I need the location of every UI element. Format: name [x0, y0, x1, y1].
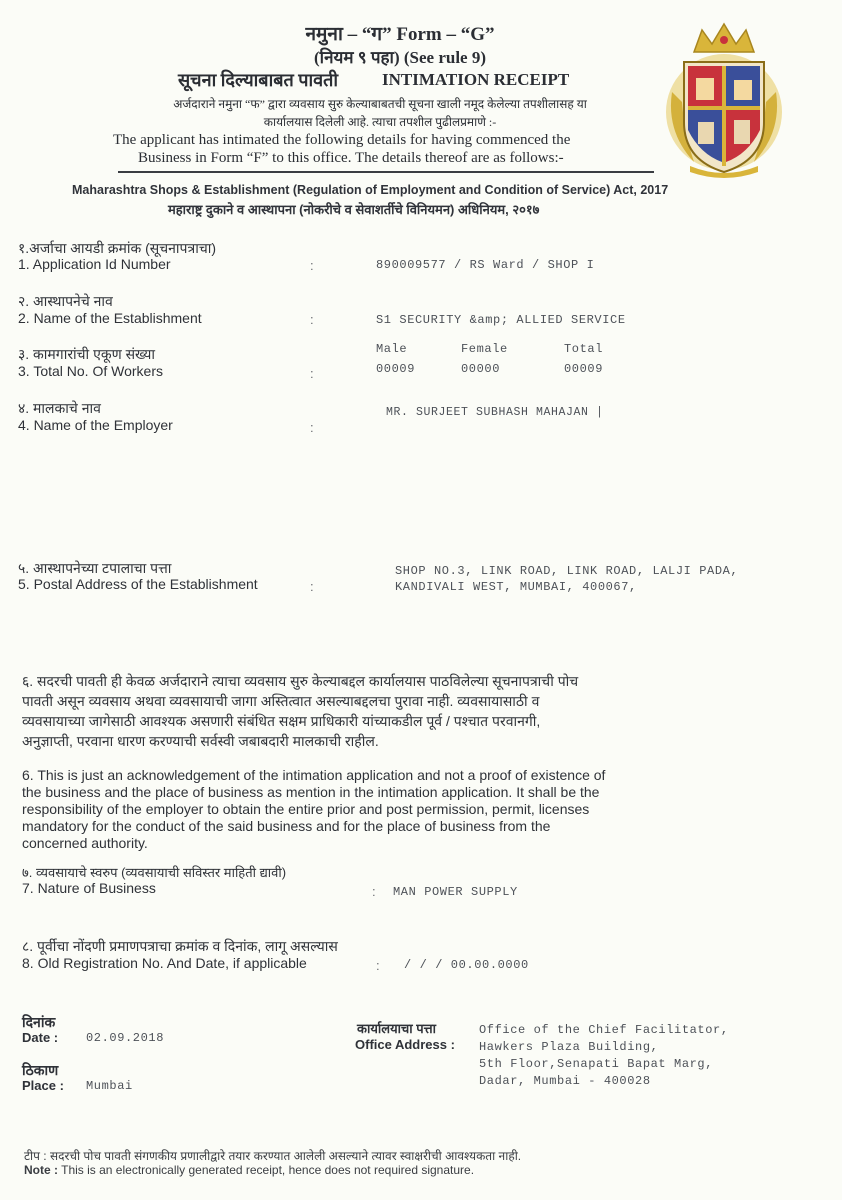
- para6-marathi-1: ६. सदरची पावती ही केवळ अर्जदाराने त्याचा व्यवसाय सुरु केल्याबद्दल कार्यालयास पाठविलेल्या सूचनापत्राची पोच: [22, 673, 579, 689]
- para6-english-4: mandatory for the conduct of the said business and for the place of business from the: [22, 818, 551, 834]
- field2-colon: :: [310, 312, 314, 327]
- intro-marathi-1: अर्जदाराने नमुना “फ” द्वारा व्यवसाय सुरु केल्याबाबतची सूचना खाली नमूद केलेल्या तपशीलासह या: [173, 97, 587, 111]
- field8-colon: :: [376, 958, 380, 973]
- old-registration-value: / / / 00.00.0000: [404, 958, 529, 972]
- field7-label-marathi: ७. व्यवसायाचे स्वरुप (व्यवसायाची सविस्तर माहिती द्यावी): [22, 865, 287, 880]
- intro-english-2: Business in Form “F” to this office. The details thereof are as follows:-: [138, 150, 564, 166]
- workers-total-label: Total: [564, 342, 604, 356]
- place-label-english: Place :: [22, 1078, 64, 1093]
- field4-colon: :: [310, 420, 314, 435]
- title-marathi: सूचना दिल्याबाबत पावती: [178, 70, 339, 90]
- office-address-line-1: Office of the Chief Facilitator,: [479, 1023, 729, 1037]
- workers-male-label: Male: [376, 342, 408, 356]
- field3-label-marathi: ३. कामगारांची एकूण संख्या: [18, 346, 155, 362]
- field5-label-marathi: ५. आस्थापनेच्या टपालाचा पत्ता: [18, 560, 172, 576]
- office-address-line-4: Dadar, Mumbai - 400028: [479, 1074, 651, 1088]
- field2-label-english: 2. Name of the Establishment: [18, 310, 202, 326]
- para6-english-2: the business and the place of business as mention in the intimation application. It shall be the: [22, 784, 600, 800]
- office-label-marathi: कार्यालयाचा पत्ता: [357, 1021, 436, 1036]
- field1-label-english: 1. Application Id Number: [18, 256, 171, 272]
- office-address-line-3: 5th Floor,Senapati Bapat Marg,: [479, 1057, 714, 1071]
- note-label: Note :: [24, 1163, 58, 1177]
- para6-english-5: concerned authority.: [22, 835, 148, 851]
- field4-label-english: 4. Name of the Employer: [18, 417, 173, 433]
- date-value: 02.09.2018: [86, 1031, 165, 1045]
- office-address-line-2: Hawkers Plaza Building,: [479, 1040, 659, 1054]
- para6-english-1: 6. This is just an acknowledgement of the intimation application and not a proof of existence of: [22, 767, 606, 783]
- note-marathi: टीप : सदरची पोच पावती संगणकीय प्रणालीद्वारे तयार करण्यात आलेली असल्याने त्यावर स्वाक्षरीची आवश्यकता नाही.: [24, 1149, 522, 1163]
- workers-female-value: 00000: [461, 362, 501, 376]
- field7-colon: :: [372, 884, 376, 899]
- postal-address-line-1: SHOP NO.3, LINK ROAD, LINK ROAD, LALJI PADA,: [395, 564, 739, 578]
- office-label-english: Office Address :: [355, 1037, 455, 1052]
- workers-male-value: 00009: [376, 362, 416, 376]
- para6-english-3: responsibility of the employer to obtain the entire prior and post permission, permit, licenses: [22, 801, 590, 817]
- act-title-marathi: महाराष्ट्र दुकाने व आस्थापना (नोकरीचे व सेवाशर्तीचे विनियमन) अधिनियम, २०१७: [168, 202, 540, 217]
- field2-label-marathi: २. आस्थापनेचे नाव: [18, 293, 113, 309]
- intro-marathi-2: कार्यालयास दिलेली आहे. त्याचा तपशील पुढीलप्रमाणे :-: [263, 115, 497, 129]
- date-label-marathi: दिनांक: [22, 1014, 56, 1030]
- intro-english-1: The applicant has intimated the following details for having commenced the: [113, 132, 571, 148]
- municipal-emblem: [664, 22, 784, 178]
- postal-address-line-2: KANDIVALI WEST, MUMBAI, 400067,: [395, 580, 637, 594]
- field5-label-english: 5. Postal Address of the Establishment: [18, 576, 258, 592]
- field5-colon: :: [310, 579, 314, 594]
- field1-colon: :: [310, 258, 314, 273]
- place-value: Mumbai: [86, 1079, 133, 1093]
- application-id-value: 890009577 / RS Ward / SHOP I: [376, 258, 595, 272]
- field1-label-marathi: १.अर्जाचा आयडी क्रमांक (सूचनापत्राचा): [18, 240, 217, 256]
- field7-label-english: 7. Nature of Business: [22, 880, 156, 896]
- field8-label-english: 8. Old Registration No. And Date, if applicable: [22, 955, 307, 971]
- workers-female-label: Female: [461, 342, 508, 356]
- place-label-marathi: ठिकाण: [22, 1062, 59, 1078]
- note-english: [24, 1163, 474, 1177]
- workers-total-value: 00009: [564, 362, 604, 376]
- field4-label-marathi: ४. मालकाचे नाव: [18, 400, 101, 416]
- para6-marathi-2: पावती असून व्यवसाय अथवा व्यवसायाची जागा अस्तित्वात असल्याबद्दलचा पुरावा नाही. व्यवसायासाठी व: [22, 693, 540, 709]
- employer-name-value: MR. SURJEET SUBHASH MAHAJAN |: [386, 406, 604, 419]
- header-divider: [118, 171, 654, 173]
- field3-colon: :: [310, 366, 314, 381]
- establishment-name-value: S1 SECURITY &amp; ALLIED SERVICE: [376, 313, 626, 327]
- para6-marathi-4: अनुज्ञाप्ती, परवाना धारण करण्याची सर्वस्वी जबाबदारी मालकाची राहील.: [22, 733, 379, 749]
- rule-reference: (नियम ९ पहा) (See rule 9): [314, 48, 486, 67]
- field8-label-marathi: ८. पूर्वीचा नोंदणी प्रमाणपत्राचा क्रमांक व दिनांक, लागू असल्यास: [22, 938, 338, 954]
- form-number: नमुना – “ग” Form – “G”: [305, 24, 495, 45]
- act-title-english: Maharashtra Shops & Establishment (Regulation of Employment and Condition of Service) Act, 2017: [72, 183, 669, 197]
- para6-marathi-3: व्यवसायाच्या जागेसाठी आवश्यक असणारी संबंधित सक्षम प्राधिकारी यांच्याकडील पूर्व / पश्चात परवानगी,: [22, 713, 541, 729]
- field3-label-english: 3. Total No. Of Workers: [18, 363, 163, 379]
- date-label-english: Date :: [22, 1030, 59, 1045]
- nature-of-business-value: MAN POWER SUPPLY: [393, 885, 518, 899]
- title-english: INTIMATION RECEIPT: [382, 70, 570, 89]
- note-text: This is an electronically generated receipt, hence does not required signature.: [61, 1163, 475, 1177]
